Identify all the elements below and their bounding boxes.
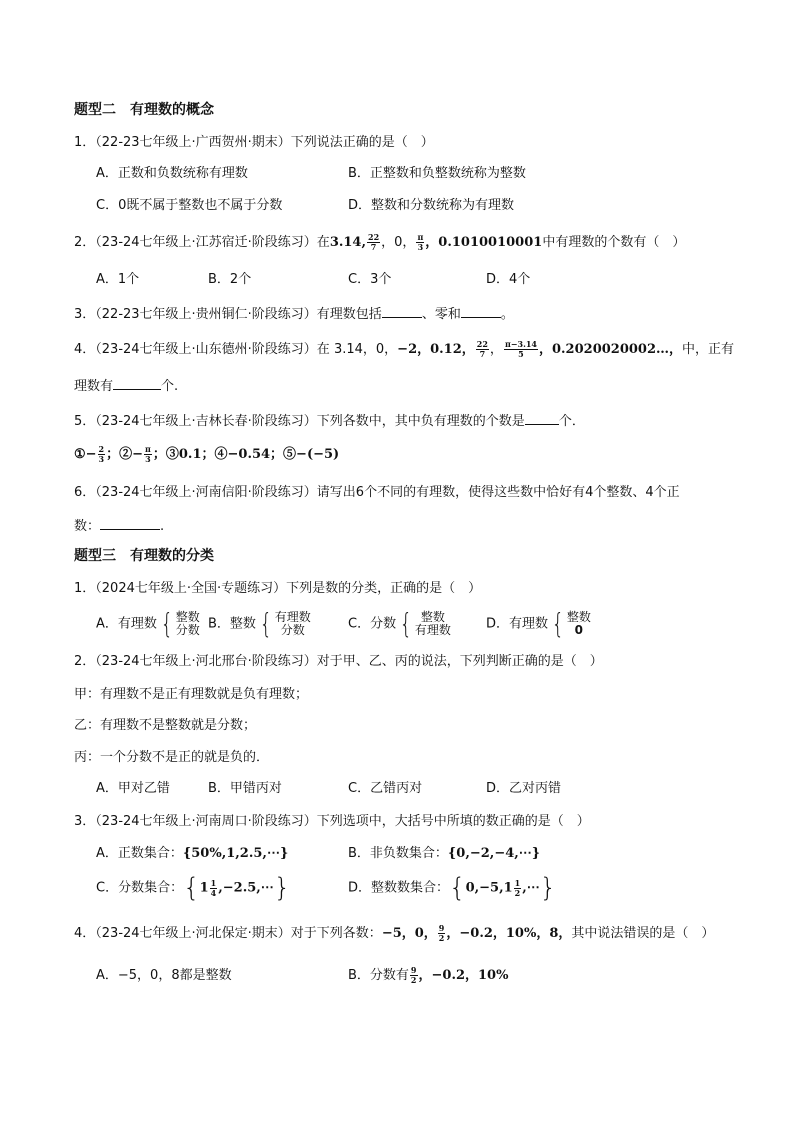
fraction-1-2: [514, 879, 522, 898]
item-2: ；②−: [106, 447, 144, 462]
q2-4-post: 中，正有: [682, 342, 735, 357]
brace-icon: {: [551, 607, 565, 640]
option-prefix: B．非负数集合：: [348, 846, 448, 861]
fraction-9-2: [410, 966, 418, 985]
q2-4-pre: 4．（23-24七年级上·山东德州·阶段练习）在 3.14，0，: [74, 342, 398, 357]
q2-4-nums: −2，0.12，: [397, 342, 475, 357]
left-brace-icon: {: [183, 873, 200, 903]
question-2-4-stem: [74, 340, 734, 360]
answer-blank[interactable]: [525, 410, 559, 425]
question-3-1-stem: 1．（2024七年级上·全国·专题练习）下列是数的分类，正确的是（ ）: [74, 581, 482, 596]
question-2-1-option-c: C．0既不属于整数也不属于分数: [96, 198, 283, 213]
numerator: 1: [210, 877, 217, 888]
q2-2-n1: 3.14,: [329, 235, 367, 250]
question-3-2-bing: 丙：一个分数不是正的就是负的．: [74, 750, 270, 765]
question-3-2-option-c: C．乙错丙对: [348, 781, 423, 796]
question-3-1-option-c: [348, 607, 451, 640]
question-3-4-option-a: A．−5，0，8都是整数: [96, 968, 232, 983]
denominator: 3: [145, 454, 151, 464]
question-3-1-option-d: [486, 607, 591, 640]
question-3-3-option-a: [96, 844, 288, 864]
stack-top: 整数: [566, 610, 591, 624]
question-2-5-stem: [74, 410, 585, 432]
numerator: 22: [476, 339, 488, 349]
right-brace-icon: }: [539, 873, 557, 903]
q2-4-tail: ，0.2020020002…，: [538, 342, 683, 357]
question-2-2-option-c: C．3个: [348, 272, 392, 287]
q2-2-n2: ，0.1010010001: [425, 235, 543, 250]
denominator: 4: [210, 887, 217, 898]
question-2-1-option-b: B．正整数和负整数统称为整数: [348, 166, 526, 181]
denominator: 3: [98, 454, 105, 464]
q2-6-line2b: .: [160, 519, 165, 534]
question-3-2-stem: 2．（23-24七年级上·河北邢台·阶段练习）对于甲、乙、丙的说法，下列判断正确的是（ ）: [74, 654, 603, 669]
question-3-2-jia: 甲：有理数不是正有理数就是负有理数；: [74, 687, 309, 702]
stack-top: 整数: [420, 610, 445, 624]
option-prefix: A．正数集合：: [96, 846, 183, 861]
set-content: {50%,1,2.5,⋯}: [182, 846, 289, 861]
q2-3-mid: 、零和: [421, 307, 461, 322]
q2-2-zero: ，0，: [381, 235, 416, 250]
question-3-1-option-b: [208, 607, 311, 640]
set-rest: ,−2.5,⋯: [218, 880, 274, 896]
q2-3-end: 。: [500, 307, 514, 322]
question-3-2-yi: 乙：有理数不是整数就是分数；: [74, 718, 257, 733]
question-3-4-stem: [74, 924, 714, 944]
option-prefix: D．有理数: [486, 616, 549, 632]
question-3-2-option-a: A．甲对乙错: [96, 781, 170, 796]
denominator: 5: [518, 349, 524, 359]
set-start: 0,−5,1: [465, 880, 513, 896]
stack-bottom: 0: [574, 623, 584, 637]
fraction-2-3: [98, 445, 106, 464]
numerator: 9: [438, 923, 445, 933]
item-1: ①−: [74, 447, 97, 462]
brace-icon: {: [259, 607, 273, 640]
answer-blank[interactable]: [100, 515, 160, 530]
right-brace-icon: }: [273, 873, 291, 903]
q2-2-pre: 2．（23-24七年级上·江苏宿迁·阶段练习）在: [74, 235, 330, 250]
question-2-6-line2: [74, 515, 164, 537]
denominator: 3: [417, 242, 424, 252]
fraction-1-4: [210, 879, 218, 898]
brace-icon: {: [160, 607, 174, 640]
section-title-3: 题型三 有理数的分类: [74, 548, 214, 564]
stack-bottom: 有理数: [414, 623, 451, 637]
option-prefix: B．分数有: [348, 968, 409, 983]
q3-4-n1: −5，0，: [381, 926, 437, 941]
numerator: 1: [514, 877, 521, 888]
q2-5-stem-b: 个．: [558, 414, 585, 429]
denominator: 2: [438, 933, 445, 943]
answer-blank[interactable]: [461, 303, 501, 318]
question-3-3-option-d: [348, 873, 557, 903]
q2-5-stem-a: 5．（23-24七年级上·吉林长春·阶段练习）下列各数中，其中负有理数的个数是: [74, 414, 525, 429]
q2-4-line2a: 理数有: [74, 379, 114, 394]
stack-bottom: 分数: [280, 623, 305, 637]
denominator: 2: [514, 887, 521, 898]
stack-bottom: 分数: [175, 623, 200, 637]
fraction-9-2: [438, 924, 446, 943]
question-3-3-option-c: [96, 873, 291, 903]
question-2-5-items: [74, 445, 339, 465]
denominator: 7: [370, 242, 377, 252]
q2-4-comma: ，: [489, 342, 503, 357]
option-prefix: B．整数: [208, 616, 256, 632]
stack-top: 有理数: [274, 610, 311, 624]
question-3-3-option-b: [348, 844, 540, 864]
numerator: 9: [410, 965, 417, 975]
option-prefix: D．整数数集合：: [348, 880, 450, 896]
denominator: 7: [479, 349, 486, 359]
numerator: π−3.14: [504, 339, 537, 349]
brace-icon: {: [399, 607, 413, 640]
question-2-2-option-d: D．4个: [486, 272, 531, 287]
question-3-4-option-b: [348, 966, 508, 986]
option-prefix: C．分数: [348, 616, 397, 632]
answer-blank[interactable]: [382, 303, 422, 318]
set-rest: ,⋯: [522, 880, 540, 896]
items-rest: ；③0.1；④−0.54；⑤−(−5): [152, 447, 340, 462]
q2-3-pre: 3．（22-23七年级上·贵州铜仁·阶段练习）有理数包括: [74, 307, 382, 322]
question-2-1-option-a: A．正数和负数统称有理数: [96, 166, 248, 181]
question-2-2-stem: [74, 233, 685, 253]
section-title-2: 题型二 有理数的概念: [74, 102, 214, 118]
q3-4-n2: ，−0.2，10%，8，: [446, 926, 572, 941]
fraction-22-7: [367, 233, 380, 252]
stack-top: 整数: [175, 610, 200, 624]
question-3-1-option-a: [96, 607, 200, 640]
classification-stack: [415, 611, 451, 637]
classification-stack: [567, 611, 591, 637]
numerator: π: [145, 444, 151, 454]
question-2-4-line2: [74, 375, 178, 397]
fraction-pi-minus-3-14-over-5: [504, 340, 538, 359]
question-3-2-option-b: B．甲错丙对: [208, 781, 282, 796]
fraction-22-7: [476, 340, 489, 359]
fraction-pi-3: [416, 233, 424, 252]
numerator: π: [417, 232, 424, 242]
fraction-pi-3: [144, 445, 152, 464]
question-2-6-line1: 6．（23-24七年级上·河南信阳·阶段练习）请写出6个不同的有理数，使得这些数中恰好有4个整数、4个正: [74, 485, 680, 500]
numerator: 2: [98, 444, 105, 454]
set-content: {0,−2,−4,⋯}: [447, 846, 541, 861]
classification-stack: [176, 611, 200, 637]
question-2-2-option-b: B．2个: [208, 272, 252, 287]
option-prefix: A．有理数: [96, 616, 157, 632]
q2-2-post: 中有理数的个数有（ ）: [542, 235, 686, 250]
question-2-2-option-a: A．1个: [96, 272, 140, 287]
q2-6-line2a: 数：: [74, 519, 101, 534]
denominator: 2: [410, 975, 417, 985]
mixed-whole: 1: [199, 880, 209, 896]
question-3-3-stem: 3．（23-24七年级上·河南周口·阶段练习）下列选项中，大括号中所填的数正确的是（ ）: [74, 814, 590, 829]
answer-blank[interactable]: [113, 375, 161, 390]
numerator: 22: [368, 232, 380, 242]
question-2-3-stem: [74, 303, 514, 325]
left-brace-icon: {: [449, 873, 466, 903]
option-prefix: C．分数集合：: [96, 880, 184, 896]
option-rest: ，−0.2，10%: [418, 968, 509, 983]
q2-4-line2b: 个.: [161, 379, 179, 394]
q3-4-post: 其中说法错误的是（ ）: [571, 926, 715, 941]
question-2-1-stem: 1．（22-23七年级上·广西贺州·期末）下列说法正确的是（ ）: [74, 135, 434, 150]
question-2-1-option-d: D．整数和分数统称为有理数: [348, 198, 515, 213]
q3-4-pre: 4．（23-24七年级上·河北保定·期末）对于下列各数：: [74, 926, 382, 941]
classification-stack: [275, 611, 311, 637]
question-3-2-option-d: D．乙对丙错: [486, 781, 562, 796]
